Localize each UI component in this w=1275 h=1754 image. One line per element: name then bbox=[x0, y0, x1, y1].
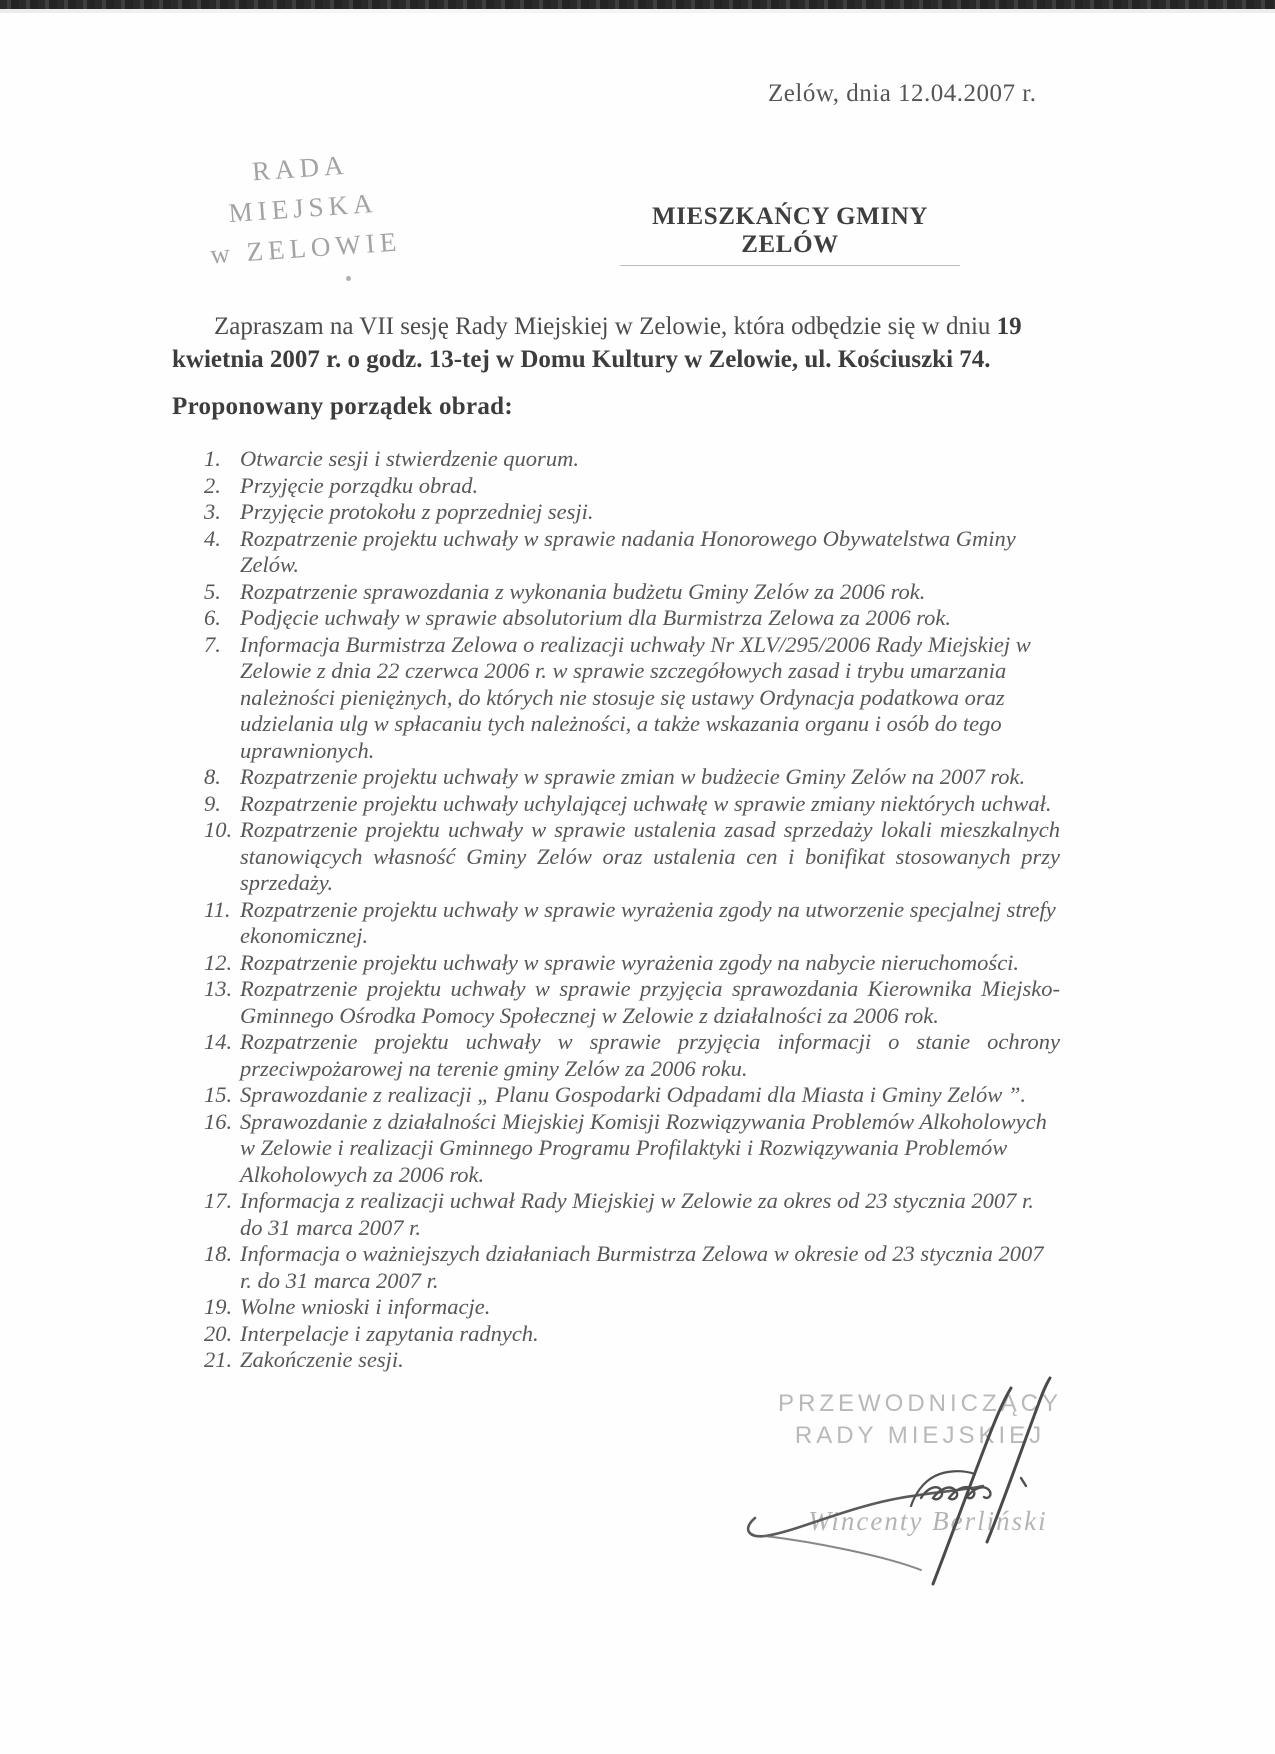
agenda-item-text: Otwarcie sesji i stwierdzenie quorum. bbox=[240, 446, 579, 471]
agenda-item-text: Rozpatrzenie projektu uchwały w sprawie wyrażenia zgody na nabycie nieruchomości. bbox=[240, 949, 1020, 975]
addressee-title: MIESZKAŃCY GMINY ZELÓW bbox=[620, 203, 960, 266]
agenda-item-number: 5. bbox=[204, 578, 221, 604]
agenda-item-text: Rozpatrzenie projektu uchwały w sprawie przyjęcia informacji o stanie ochrony przeciwpożarowej na terenie gminy Zelów za 2006 roku. bbox=[240, 1029, 1060, 1081]
intro-line2: 19 kwietnia 2007 r. o godz. 13-tej w Domu Kultury w Zelowie, ul. Kościuszki 74. bbox=[172, 313, 1022, 373]
council-stamp-line1: RADA MIEJSKA bbox=[227, 149, 379, 229]
agenda-item-number: 1. bbox=[204, 446, 221, 471]
agenda-item bbox=[204, 791, 1060, 818]
agenda-item-number: 18. bbox=[204, 1241, 233, 1266]
agenda-item bbox=[204, 950, 1060, 977]
agenda-item bbox=[204, 1241, 1060, 1294]
invitation-paragraph bbox=[172, 310, 1052, 376]
agenda-item-text: Rozpatrzenie projektu uchwały w sprawie wyrażenia zgody na utworzenie specjalnej strefy ekonomicznej. bbox=[240, 896, 1056, 948]
agenda-item-number: 3. bbox=[204, 499, 221, 524]
agenda-item-text: Rozpatrzenie sprawozdania z wykonania budżetu Gminy Zelów za 2006 rok. bbox=[240, 578, 926, 604]
agenda-heading: Proponowany porządek obrad: bbox=[172, 393, 514, 420]
handwritten-signature bbox=[725, 1370, 1125, 1590]
agenda-list bbox=[204, 446, 1060, 1374]
agenda-item-number: 16. bbox=[204, 1108, 233, 1134]
agenda-item-text: Rozpatrzenie projektu uchwały w sprawie zmian w budżecie Gminy Zelów na 2007 rok. bbox=[240, 764, 1026, 789]
chairman-stamp-line1: PRZEWODNICZĄCY bbox=[778, 1390, 1062, 1417]
agenda-item-number: 11. bbox=[204, 896, 231, 922]
agenda-item-number: 14. bbox=[204, 1029, 233, 1054]
agenda-item bbox=[204, 764, 1060, 791]
agenda-item bbox=[204, 605, 1060, 632]
agenda-item bbox=[204, 1029, 1060, 1082]
agenda-item bbox=[204, 579, 1060, 606]
agenda-item bbox=[204, 1188, 1060, 1241]
agenda-item-text: Informacja z realizacji uchwał Rady Miejskiej w Zelowie za okres od 23 stycznia 2007 r. do 31 marca 2007 r. bbox=[240, 1188, 1034, 1240]
agenda-item-number: 17. bbox=[204, 1188, 233, 1213]
chairman-stamp-line2: RADY MIEJSKIEJ bbox=[794, 1422, 1046, 1449]
scan-artifact-shadow bbox=[0, 9, 1275, 13]
agenda-item-text: Podjęcie uchwały w sprawie absolutorium dla Burmistrza Zelowa za 2006 rok. bbox=[240, 605, 952, 630]
agenda-item-number: 2. bbox=[204, 472, 221, 498]
agenda-item-number: 4. bbox=[204, 525, 221, 551]
agenda-item-text: Informacja Burmistrza Zelowa o realizacji uchwały Nr XLV/295/2006 Rady Miejskiej w Zelowie z dnia 22 czerwca 2006 r. w sprawie szczegółowych zasad i trybu umarzania należności pieniężnych, do których nie stosuje się ustawy Ordynacja podatkowa oraz udzielania ulg w spłacaniu tych należności, a także wskazania organu i osób do tego uprawnionych. bbox=[240, 631, 1031, 763]
agenda-item bbox=[204, 473, 1060, 500]
agenda-item-text: Sprawozdanie z działalności Miejskiej Komisji Rozwiązywania Problemów Alkoholowych w Zelowie i realizacji Gminnego Programu Profilaktyki i Rozwiązywania Problemów Alkoholowych za 2006 rok. bbox=[240, 1108, 1047, 1187]
council-header-stamp bbox=[174, 139, 432, 276]
agenda-item-number: 8. bbox=[204, 764, 221, 789]
agenda-item bbox=[204, 1109, 1060, 1189]
agenda-item-text: Zakończenie sesji. bbox=[240, 1347, 404, 1372]
agenda-item-number: 10. bbox=[204, 817, 233, 842]
agenda-item bbox=[204, 499, 1060, 526]
agenda-item-number: 15. bbox=[204, 1082, 233, 1107]
agenda-item-number: 9. bbox=[204, 790, 221, 816]
agenda-item-text: Przyjęcie porządku obrad. bbox=[240, 472, 479, 498]
agenda-item-number: 21. bbox=[204, 1347, 233, 1372]
agenda-item bbox=[204, 632, 1060, 765]
agenda-item bbox=[204, 897, 1060, 950]
agenda-item-number: 13. bbox=[204, 976, 233, 1001]
agenda-item-text: Wolne wnioski i informacje. bbox=[240, 1294, 491, 1319]
scan-artifact-top-bar bbox=[0, 0, 1275, 9]
scan-speck bbox=[346, 276, 351, 281]
signature-block bbox=[755, 1388, 1085, 1536]
agenda-item-text: Rozpatrzenie projektu uchwały w sprawie nadania Honorowego Obywatelstwa Gminy Zelów. bbox=[240, 525, 1016, 577]
agenda-item-text: Rozpatrzenie projektu uchwały w sprawie ustalenia zasad sprzedaży lokali mieszkalnych stanowiących własność Gminy Zelów oraz ustalenia cen i bonifikat stosowanych przy sprzedaży. bbox=[240, 817, 1060, 895]
agenda-item-text: Rozpatrzenie projektu uchwały uchylającej uchwałę w sprawie zmiany niektórych uchwał. bbox=[240, 790, 1052, 816]
agenda-item-text: Sprawozdanie z realizacji „ Planu Gospodarki Odpadami dla Miasta i Gminy Zelów ”. bbox=[240, 1082, 1027, 1107]
agenda-item-number: 6. bbox=[204, 605, 221, 630]
agenda-item-text: Przyjęcie protokołu z poprzedniej sesji. bbox=[240, 499, 594, 524]
agenda-item bbox=[204, 1294, 1060, 1321]
agenda-item bbox=[204, 446, 1060, 473]
signatory-name: Wincenty Berliński bbox=[808, 1506, 1048, 1536]
agenda-item-number: 20. bbox=[204, 1320, 233, 1346]
agenda-item bbox=[204, 817, 1060, 897]
agenda-item-text: Rozpatrzenie projektu uchwały w sprawie przyjęcia sprawozdania Kierownika Miejsko-Gminnego Ośrodka Pomocy Społecznej w Zelowie z działalności za 2006 rok. bbox=[240, 976, 1060, 1028]
agenda-item-number: 19. bbox=[204, 1294, 233, 1319]
agenda-item-number: 12. bbox=[204, 949, 233, 975]
agenda-item bbox=[204, 526, 1060, 579]
agenda-item bbox=[204, 1082, 1060, 1109]
date-line: Zelów, dnia 12.04.2007 r. bbox=[768, 80, 1037, 107]
council-stamp-line2: w ZELOWIE bbox=[209, 226, 403, 270]
agenda-item-text: Informacja o ważniejszych działaniach Burmistrza Zelowa w okresie od 23 stycznia 2007 r. do 31 marca 2007 r. bbox=[240, 1241, 1044, 1293]
agenda-item bbox=[204, 1321, 1060, 1348]
agenda-item-number: 7. bbox=[204, 631, 221, 657]
intro-line1: Zapraszam na VII sesję Rady Miejskiej w Zelowie, która odbędzie się w dniu bbox=[214, 313, 991, 340]
agenda-item-text: Interpelacje i zapytania radnych. bbox=[240, 1320, 539, 1346]
agenda-item bbox=[204, 976, 1060, 1029]
